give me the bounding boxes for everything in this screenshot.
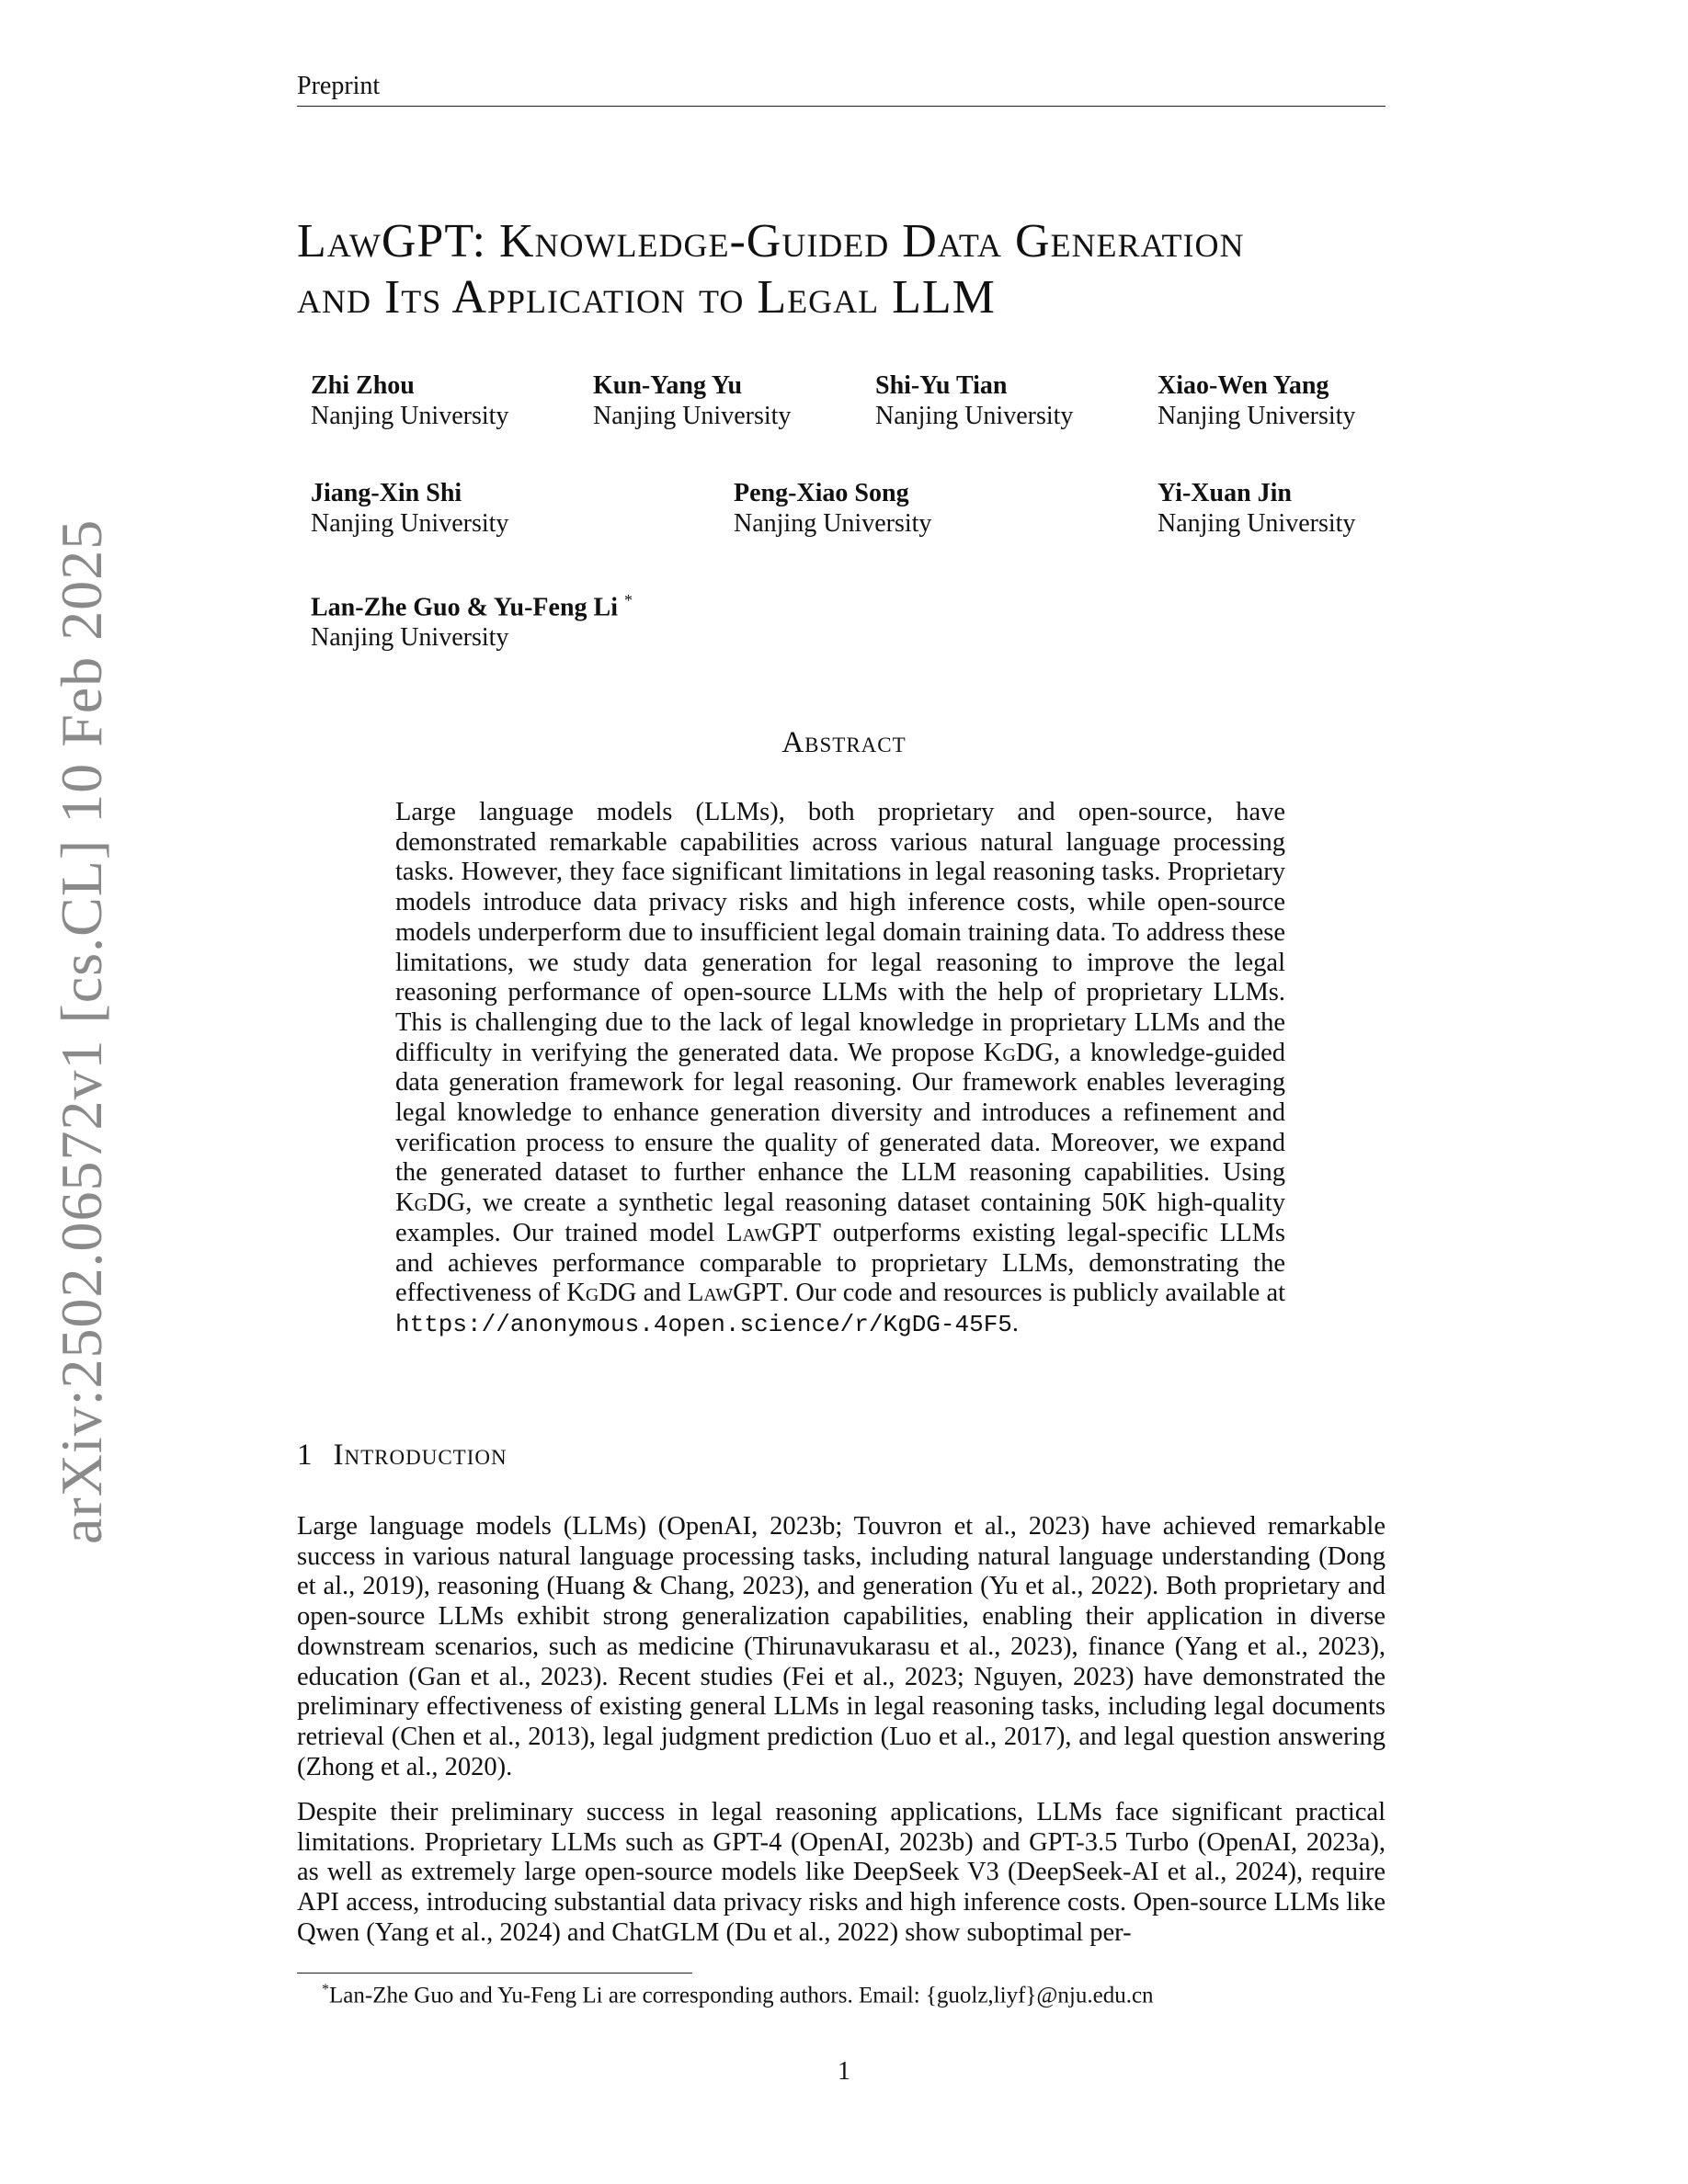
footnote xyxy=(322,1982,1154,2008)
author-name: Lan-Zhe Guo & Yu-Feng Li xyxy=(311,593,618,622)
author-name: Shi-Yu Tian xyxy=(875,371,1008,400)
abstract-text-part: . Our code and resources is publicly available at xyxy=(781,1279,1286,1308)
author-affiliation: Nanjing University xyxy=(311,509,509,538)
section-title: Introduction xyxy=(333,1439,508,1472)
author-block xyxy=(311,370,508,431)
running-head: Preprint xyxy=(297,72,381,100)
author-affiliation: Nanjing University xyxy=(1158,509,1356,538)
author-affiliation: Nanjing University xyxy=(311,402,509,430)
code-url-link[interactable]: https://anonymous.4open.science/r/KgDG-45F5 xyxy=(395,1310,1012,1338)
author-block xyxy=(875,370,1073,431)
footnote-mark: * xyxy=(322,1982,329,1997)
author-name: Kun-Yang Yu xyxy=(593,371,743,400)
author-block xyxy=(311,478,508,539)
author-block xyxy=(593,370,791,431)
page-number: 1 xyxy=(838,2057,850,2086)
abstract-text-part: , a knowledge-guided data generation framework for legal reasoning. Our framework enables leveraging legal knowledge to enhance generation diversity and introduces a refinement and verification process to ensure the quality of generated data. Moreover, we expand the generated dataset to further enhance the LLM reasoning capabilities. Using xyxy=(395,1038,1285,1188)
title-line-2: and Its Application to Legal LLM xyxy=(297,271,996,324)
footnote-rule xyxy=(297,1973,692,1974)
kgdg-name: KgDG xyxy=(983,1038,1054,1067)
abstract-text-part: outperforms existing legal-specific LLMs and achieves performance comparable to proprietary LLMs, demonstrating the effectiveness of xyxy=(395,1218,1285,1308)
abstract-heading: Abstract xyxy=(781,726,907,759)
corresponding-author-mark: * xyxy=(624,591,633,609)
author-affiliation: Nanjing University xyxy=(875,402,1074,430)
abstract-text-part: , we create a synthetic legal reasoning dataset containing 50K high-quality examples. Our trained model xyxy=(395,1189,1285,1247)
kgdg-name: KgDG xyxy=(395,1189,466,1218)
author-affiliation: Nanjing University xyxy=(593,402,792,430)
author-name-corresponding xyxy=(311,586,633,622)
title-line-1: LawGPT: Knowledge-Guided Data Generation xyxy=(297,215,1245,267)
lawgpt-name: LawGPT xyxy=(687,1279,782,1308)
author-affiliation: Nanjing University xyxy=(1158,402,1356,430)
abstract-text xyxy=(395,798,1285,1340)
footnote-text: Lan-Zhe Guo and Yu-Feng Li are corresponding authors. Email: {guolz,liyf}@nju.edu.cn xyxy=(329,1983,1154,2008)
section-heading xyxy=(297,1439,508,1473)
intro-paragraph-1: Large language models (LLMs) (OpenAI, 2023b; Touvron et al., 2023) have achieved remarkable success in various natural language processing tasks, including natural language understanding (Dong et al., 2019), reasoning (Huang & Chang, 2023), and generation (Yu et al., 2022). Both proprietary and open-source LLMs exhibit strong generalization capabilities, enabling their application in diverse downstream scenarios, such as medicine (Thirunavukarasu et al., 2023), finance (Yang et al., 2023), education (Gan et al., 2023). Recent studies (Fei et al., 2023; Nguyen, 2023) have demonstrated the preliminary effectiveness of existing general LLMs in legal reasoning tasks, including legal documents retrieval (Chen et al., 2013), legal judgment prediction (Luo et al., 2017), and legal question answering (Zhong et al., 2020). xyxy=(297,1512,1386,1781)
header-rule xyxy=(297,106,1386,107)
author-block xyxy=(311,586,633,653)
author-affiliation: Nanjing University xyxy=(311,623,509,653)
abstract-text-part: Large language models (LLMs), both proprietary and open-source, have demonstrated remarkable capabilities across various natural language processing tasks. However, they face significant limitations in legal reasoning tasks. Proprietary models introduce data privacy risks and high inference costs, while open-source models underperform due to insufficient legal domain training data. To address these limitations, we study data generation for legal reasoning to improve the legal reasoning performance of open-source LLMs with the help of proprietary LLMs. This is challenging due to the lack of legal knowledge in proprietary LLMs and the difficulty in verifying the generated data. We propose xyxy=(395,798,1285,1067)
author-name: Peng-Xiao Song xyxy=(734,479,909,507)
author-block xyxy=(1158,370,1355,431)
author-affiliation: Nanjing University xyxy=(734,509,932,538)
intro-paragraph-2: Despite their preliminary success in legal reasoning applications, LLMs face significant practical limitations. Proprietary LLMs such as GPT-4 (OpenAI, 2023b) and GPT-3.5 Turbo (OpenAI, 2023a), as well as extremely large open-source models like DeepSeek V3 (DeepSeek-AI et al., 2024), require API access, introducing substantial data privacy risks and high inference costs. Open-source LLMs like Qwen (Yang et al., 2024) and ChatGLM (Du et al., 2022) show suboptimal per- xyxy=(297,1798,1386,1947)
kgdg-name: KgDG xyxy=(566,1279,637,1308)
author-name: Zhi Zhou xyxy=(311,371,415,400)
paper-title xyxy=(297,213,1400,325)
author-block xyxy=(734,478,931,539)
abstract-text-end: . xyxy=(1011,1308,1020,1337)
author-name: Yi-Xuan Jin xyxy=(1158,479,1293,507)
lawgpt-name: LawGPT xyxy=(726,1218,822,1247)
abstract-text-part: and xyxy=(636,1279,688,1308)
author-name: Jiang-Xin Shi xyxy=(311,479,462,507)
section-number: 1 xyxy=(297,1439,314,1472)
author-name: Xiao-Wen Yang xyxy=(1158,371,1329,400)
arxiv-identifier-stamp: arXiv:2502.06572v1 [cs.CL] 10 Feb 2025 xyxy=(49,518,114,1544)
author-block xyxy=(1158,478,1355,539)
